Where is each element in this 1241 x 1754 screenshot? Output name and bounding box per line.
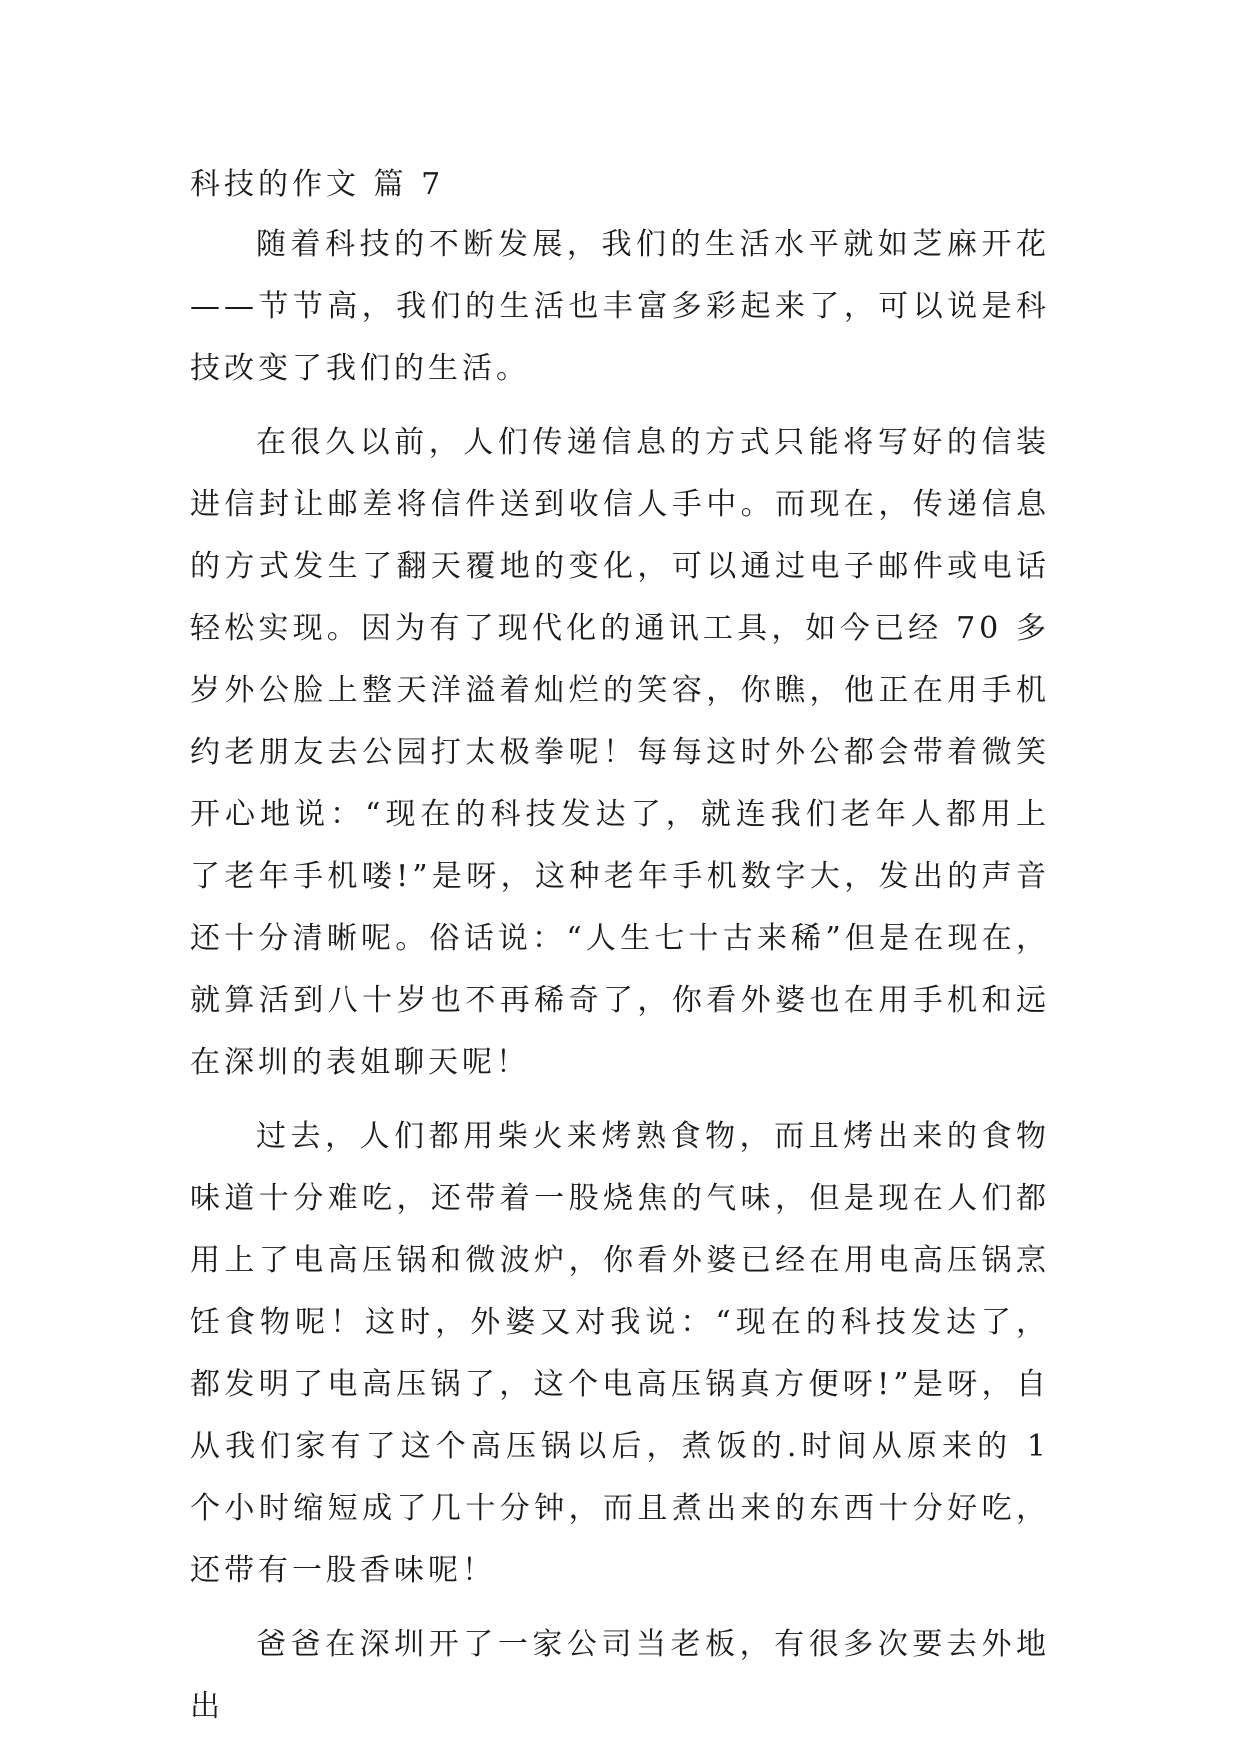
paragraph-3: 过去，人们都用柴火来烤熟食物，而且烤出来的食物味道十分难吃，还带着一股烧焦的气味，但是现在人们都用上了电高压锅和微波炉，你看外婆已经在用电高压锅烹饪食物呢！这时，外婆又对我说：“现在的科技发达了，都发明了电高压锅了，这个电高压锅真方便呀!”是呀，自从我们家有了这个高压锅以后，煮饭的.时间从原来的 1 个小时缩短成了几十分钟，而且煮出来的东西十分好吃，还带有一股香味呢！ — [190, 1119, 1050, 1588]
essay-title: 科技的作文 篇 7 — [190, 167, 445, 202]
paragraph-1: 随着科技的不断发展，我们的生活水平就如芝麻开花——节节高，我们的生活也丰富多彩起来了，可以说是科技改变了我们的生活。 — [190, 227, 1050, 386]
paragraph-4: 爸爸在深圳开了一家公司当老板，有很多次要去外地出 — [190, 1627, 1050, 1724]
paragraph-2: 在很久以前，人们传递信息的方式只能将写好的信装进信封让邮差将信件送到收信人手中。而现在，传递信息的方式发生了翻天覆地的变化，可以通过电子邮件或电话轻松实现。因为有了现代化的通讯工具，如今已经 70 多岁外公脸上整天洋溢着灿烂的笑容，你瞧，他正在用手机约老朋友去公园打太极拳呢！每每这时外公都会带着微笑开心地说：“现在的科技发达了，就连我们老年人都用上了老年手机喽!”是呀，这种老年手机数字大，发出的声音还十分清晰呢。俗话说：“人生七十古来稀”但是在现在，就算活到八十岁也不再稀奇了，你看外婆也在用手机和远在深圳的表姐聊天呢！ — [190, 425, 1050, 1080]
document-body — [190, 162, 1050, 1750]
